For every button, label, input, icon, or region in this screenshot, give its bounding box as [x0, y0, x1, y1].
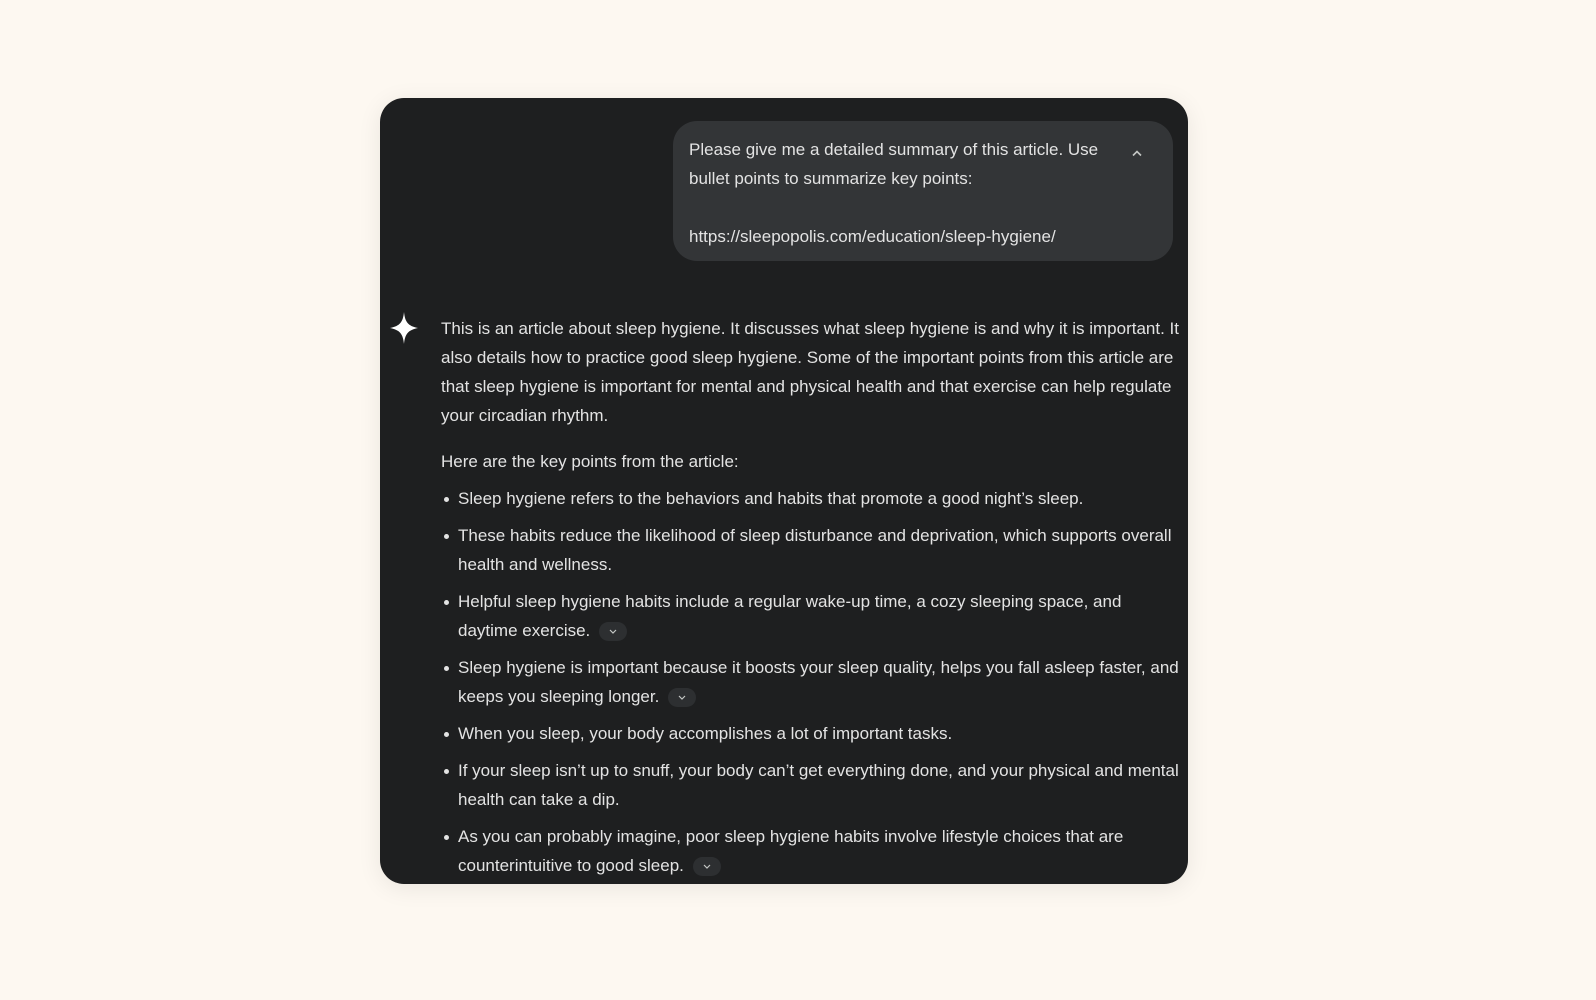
user-message-url: https://sleepopolis.com/education/sleep-hygiene/ — [689, 227, 1056, 246]
source-expand-button[interactable] — [599, 622, 627, 641]
key-point-item — [441, 587, 1181, 645]
key-points-list — [441, 484, 1181, 880]
chevron-down-icon — [703, 864, 711, 869]
key-point-item — [441, 653, 1181, 711]
key-point-text: When you sleep, your body accomplishes a lot of important tasks. — [458, 724, 953, 743]
sparkle-icon — [390, 312, 418, 344]
response — [441, 314, 1181, 884]
key-point-item — [441, 719, 1181, 748]
key-point-text: Sleep hygiene is important because it boosts your sleep quality, helps you fall asleep faster, and keeps you sleeping longer. — [458, 658, 1179, 706]
key-point-text: Helpful sleep hygiene habits include a regular wake-up time, a cozy sleeping space, and daytime exercise. — [458, 592, 1122, 640]
key-point-text: These habits reduce the likelihood of sleep disturbance and deprivation, which supports overall health and wellness. — [458, 526, 1172, 574]
source-expand-button[interactable] — [693, 857, 721, 876]
user-message-bubble — [673, 121, 1173, 261]
chevron-down-icon — [678, 695, 686, 700]
chevron-up-icon — [1131, 149, 1143, 157]
collapse-button[interactable] — [1127, 143, 1147, 163]
key-point-text: If your sleep isn’t up to snuff, your body can’t get everything done, and your physical and mental health can take a dip. — [458, 761, 1179, 809]
key-point-item — [441, 822, 1181, 880]
key-point-text: Sleep hygiene refers to the behaviors and habits that promote a good night’s sleep. — [458, 489, 1084, 508]
source-expand-button[interactable] — [668, 688, 696, 707]
key-point-item — [441, 484, 1181, 513]
response-summary: This is an article about sleep hygiene. It discusses what sleep hygiene is and why it is important. It also details how to practice good sleep hygiene. Some of the important points from this article are that sleep hygiene is important for mental and physical health and that exercise can help regulate your circadian rhythm. — [441, 319, 1179, 425]
key-point-item — [441, 756, 1181, 814]
response-intro: Here are the key points from the article: — [441, 452, 739, 471]
key-point-item — [441, 521, 1181, 579]
chat-card — [380, 98, 1188, 884]
chevron-down-icon — [609, 629, 617, 634]
user-message-text: Please give me a detailed summary of this article. Use bullet points to summarize key points: — [689, 140, 1099, 188]
key-point-text: As you can probably imagine, poor sleep hygiene habits involve lifestyle choices that are counterintuitive to good sleep. — [458, 827, 1124, 875]
